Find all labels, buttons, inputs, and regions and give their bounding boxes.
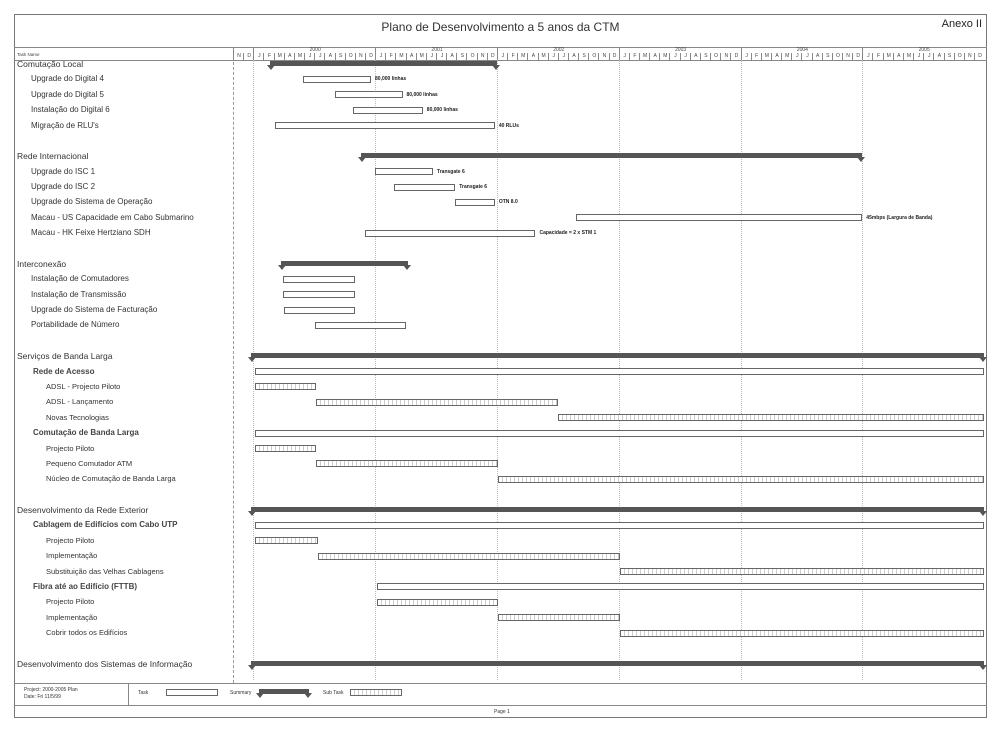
year-gridline	[253, 60, 254, 680]
month-label: S	[578, 53, 589, 60]
month-label: N	[598, 53, 609, 60]
month-label: J	[436, 53, 447, 60]
month-label: S	[456, 53, 467, 60]
task-label: Novas Tecnologias	[46, 412, 109, 422]
month-label: A	[527, 53, 538, 60]
month-label: M	[659, 53, 670, 60]
task-label: Upgrade do Digital 4	[31, 74, 104, 84]
bar-annotation: OTN 8.0	[498, 199, 518, 206]
month-label: F	[385, 53, 396, 60]
month-label: A	[933, 53, 944, 60]
month-label: F	[629, 53, 640, 60]
divider	[14, 60, 987, 61]
group-label: Interconexão	[17, 258, 67, 269]
divider	[14, 705, 987, 706]
legend-summary-swatch	[259, 689, 309, 694]
task-label: Instalação de Transmissão	[31, 289, 127, 299]
task-bar	[255, 522, 984, 529]
subtask-bar	[255, 445, 316, 452]
month-label: F	[507, 53, 518, 60]
year-label: 2002	[497, 47, 620, 53]
task-label: Projecto Piloto	[46, 597, 95, 607]
task-label: Cablagem de Edifícios com Cabo UTP	[33, 520, 178, 530]
month-label: N	[842, 53, 853, 60]
month-label: J	[619, 53, 630, 60]
month-label: S	[700, 53, 711, 60]
year-label: 2000	[253, 47, 376, 53]
task-bar	[283, 276, 355, 283]
month-label: M	[761, 53, 772, 60]
task-label: Macau - HK Feixe Hertziano SDH	[31, 228, 151, 238]
month-label: S	[335, 53, 346, 60]
task-bar	[303, 76, 371, 83]
task-label: Upgrade do ISC 2	[31, 182, 96, 192]
task-bar	[377, 583, 984, 590]
month-label: N	[720, 53, 731, 60]
page-frame	[14, 14, 987, 718]
month-label: M	[903, 53, 914, 60]
month-label: A	[893, 53, 904, 60]
summary-bar	[270, 61, 497, 66]
month-label: J	[791, 53, 802, 60]
month-label: M	[416, 53, 427, 60]
legend-subtask-label: Sub Task	[323, 690, 344, 696]
month-label: O	[466, 53, 477, 60]
task-label: ADSL - Projecto Piloto	[46, 381, 121, 391]
divider	[128, 683, 129, 705]
month-label: J	[741, 53, 752, 60]
month-label: J	[669, 53, 680, 60]
month-label: O	[588, 53, 599, 60]
month-label: M	[538, 53, 549, 60]
bar-annotation: Capacidade = 2 x STM 1	[539, 230, 597, 237]
group-label: Desenvolvimento da Rede Exterior	[17, 505, 149, 516]
month-label: M	[274, 53, 285, 60]
month-label: A	[406, 53, 417, 60]
month-label: A	[568, 53, 579, 60]
month-label: A	[690, 53, 701, 60]
legend-task-swatch	[166, 689, 218, 696]
page-number: Page 1	[494, 709, 510, 715]
month-label: D	[852, 53, 863, 60]
annex-label: Anexo II	[941, 18, 982, 30]
subtask-bar	[377, 599, 498, 606]
month-label: N	[477, 53, 488, 60]
task-bar	[255, 368, 984, 375]
task-label: Implementação	[46, 612, 98, 622]
month-label: J	[923, 53, 934, 60]
divider	[14, 683, 987, 684]
month-label: J	[314, 53, 325, 60]
bar-annotation: Transgate 6	[436, 168, 465, 175]
month-label: M	[294, 53, 305, 60]
task-label: Núcleo de Comutação de Banda Larga	[46, 474, 176, 484]
year-label: 2001	[375, 47, 498, 53]
subtask-bar	[620, 568, 984, 575]
legend-task-label: Task	[138, 690, 149, 696]
month-label: J	[680, 53, 691, 60]
group-label: Desenvolvimento dos Sistemas de Informação	[17, 658, 193, 669]
month-label: F	[751, 53, 762, 60]
task-bar	[375, 168, 433, 175]
month-label: J	[801, 53, 812, 60]
month-label: N	[355, 53, 366, 60]
task-bar	[283, 291, 355, 298]
month-label: M	[883, 53, 894, 60]
column-divider	[233, 47, 234, 683]
month-label: D	[243, 53, 254, 60]
task-label: Instalação do Digital 6	[31, 105, 110, 115]
group-label: Comutação Local	[17, 59, 84, 69]
month-label: M	[639, 53, 650, 60]
month-label: D	[730, 53, 741, 60]
task-bar	[315, 322, 405, 329]
page-title: Plano de Desenvolvimento a 5 anos da CTM	[381, 20, 620, 34]
task-bar	[255, 430, 984, 437]
task-label: Rede de Acesso	[33, 366, 95, 376]
month-label: J	[304, 53, 315, 60]
task-label: Upgrade do Digital 5	[31, 89, 104, 99]
subtask-bar	[316, 460, 498, 467]
subtask-bar	[498, 476, 984, 483]
task-name-header: Task Name	[17, 52, 40, 57]
summary-bar	[251, 353, 984, 358]
task-bar	[353, 107, 423, 114]
legend-subtask-swatch	[350, 689, 402, 696]
subtask-bar	[255, 383, 316, 390]
task-bar	[576, 214, 862, 221]
bar-annotation: 80,000 linhas	[375, 76, 407, 83]
task-bar	[275, 122, 495, 129]
month-label: A	[649, 53, 660, 60]
month-label: F	[263, 53, 274, 60]
month-label: J	[558, 53, 569, 60]
year-label: 2004	[741, 47, 864, 53]
month-label: J	[375, 53, 386, 60]
summary-bar	[251, 507, 984, 512]
month-label: N	[233, 53, 244, 60]
month-label: M	[781, 53, 792, 60]
task-bar	[455, 199, 495, 206]
task-bar	[335, 91, 403, 98]
task-label: Macau - US Capacidade em Cabo Submarino	[31, 212, 194, 222]
bar-annotation: 80,000 linhas	[406, 91, 438, 98]
month-label: S	[822, 53, 833, 60]
task-label: Implementação	[46, 551, 98, 561]
month-label: D	[487, 53, 498, 60]
month-label: O	[832, 53, 843, 60]
month-label: J	[497, 53, 508, 60]
month-label: J	[426, 53, 437, 60]
task-label: Upgrade do Sistema de Operação	[31, 197, 153, 207]
month-label: J	[862, 53, 873, 60]
month-label: A	[324, 53, 335, 60]
year-label: 2005	[862, 47, 985, 53]
task-label: Pequeno Comutador ATM	[46, 458, 133, 468]
task-label: Projecto Piloto	[46, 535, 95, 545]
summary-bar	[361, 153, 862, 158]
task-label: Cobrir todos os Edifícios	[46, 628, 128, 638]
task-bar	[365, 230, 536, 237]
bar-annotation: 45mbps (Largura de Banda)	[866, 214, 933, 221]
bar-annotation: 40 RLUs	[498, 122, 519, 129]
subtask-bar	[318, 553, 619, 560]
month-label: A	[771, 53, 782, 60]
subtask-bar	[316, 399, 558, 406]
legend-summary-label: Summary	[230, 690, 252, 696]
month-label: M	[517, 53, 528, 60]
month-label: S	[944, 53, 955, 60]
task-bar	[284, 307, 355, 314]
bar-annotation: 80,000 linhas	[426, 107, 458, 114]
month-label: D	[365, 53, 376, 60]
group-label: Serviços de Banda Larga	[17, 351, 113, 362]
month-label: A	[812, 53, 823, 60]
bar-annotation: Transgate 6	[459, 184, 488, 191]
subtask-bar	[620, 630, 984, 637]
task-label: Migração de RLU's	[31, 120, 99, 130]
month-label: A	[284, 53, 295, 60]
task-label: Substituição das Velhas Cablagens	[46, 566, 164, 576]
legend-project: Project: 2000-2005 Plan	[24, 687, 78, 693]
summary-bar	[281, 261, 408, 266]
month-label: A	[446, 53, 457, 60]
task-label: Upgrade do Sistema de Facturação	[31, 305, 158, 315]
task-label: Instalação de Comutadores	[31, 274, 129, 284]
month-label: D	[609, 53, 620, 60]
subtask-bar	[498, 614, 620, 621]
subtask-bar	[558, 414, 984, 421]
year-label	[233, 47, 254, 53]
task-label: Portabilidade de Número	[31, 320, 120, 330]
month-label: J	[548, 53, 559, 60]
month-label: M	[395, 53, 406, 60]
month-label: O	[710, 53, 721, 60]
legend-date: Date: Fri 11/5/99	[24, 694, 61, 700]
task-label: Comutação de Banda Larga	[33, 428, 139, 438]
month-label: F	[872, 53, 883, 60]
year-label: 2003	[619, 47, 742, 53]
subtask-bar	[255, 537, 318, 544]
task-bar	[394, 184, 455, 191]
task-label: ADSL - Lançamento	[46, 397, 114, 407]
group-label: Rede Internacional	[17, 151, 89, 162]
month-label: O	[954, 53, 965, 60]
month-label: N	[964, 53, 975, 60]
month-label: J	[253, 53, 264, 60]
month-label: D	[974, 53, 985, 60]
summary-bar	[251, 661, 984, 666]
month-label: J	[913, 53, 924, 60]
month-label: O	[345, 53, 356, 60]
task-label: Projecto Piloto	[46, 443, 95, 453]
task-label: Upgrade do ISC 1	[31, 166, 96, 176]
task-label: Fibra até ao Edifício (FTTB)	[33, 581, 138, 591]
